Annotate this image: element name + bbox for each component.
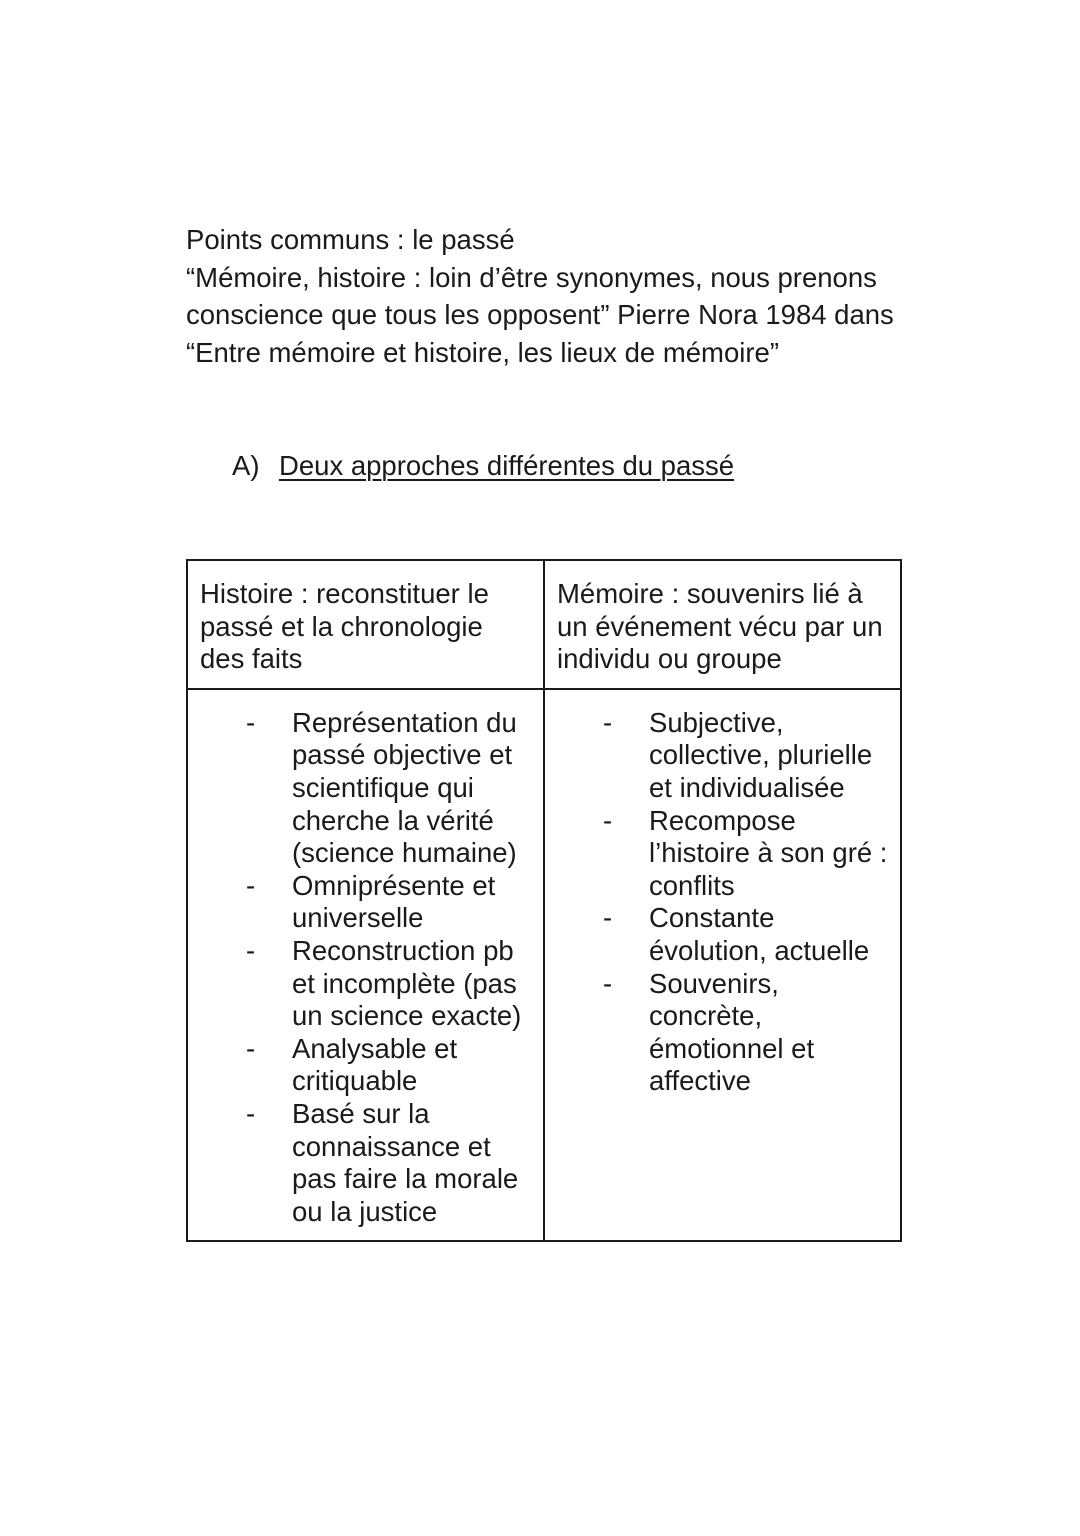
section-marker: A)	[232, 450, 260, 481]
list-item	[188, 935, 543, 1033]
memoire-cell	[544, 689, 901, 1242]
dash-bullet: -	[603, 706, 613, 738]
dash-bullet: -	[246, 1032, 256, 1064]
list-item	[188, 870, 543, 935]
list-item-text: Subjective, collective, plurielle et individualisée	[649, 706, 873, 803]
dash-bullet: -	[603, 967, 613, 999]
dash-bullet: -	[246, 934, 256, 966]
list-item-text: Analysable et critiquable	[292, 1032, 458, 1097]
dash-bullet: -	[603, 902, 613, 934]
common-points-line: Points communs : le passé	[186, 224, 515, 255]
histoire-list	[188, 707, 543, 1229]
memoire-list	[545, 707, 900, 1098]
section-title: Deux approches différentes du passé	[279, 450, 735, 481]
dash-bullet: -	[246, 869, 256, 901]
dash-bullet: -	[246, 706, 256, 738]
list-item	[545, 707, 900, 805]
histoire-cell	[187, 689, 544, 1242]
list-item-text: Représentation du passé objective et scientifique qui cherche la vérité (science humaine)	[292, 706, 517, 869]
list-item	[188, 707, 543, 870]
section-heading	[232, 447, 734, 484]
dash-bullet: -	[246, 1097, 256, 1129]
dash-bullet: -	[603, 804, 613, 836]
list-item-text: Reconstruction pb et incomplète (pas un science exacte)	[292, 934, 522, 1032]
list-item-text: Recompose l’histoire à son gré : conflits	[649, 804, 888, 901]
intro-paragraph	[186, 221, 926, 371]
list-item	[188, 1098, 543, 1228]
table-header-row	[187, 560, 901, 689]
comparison-table	[186, 559, 902, 1242]
list-item-text: Souvenirs, concrète, émotionnel et affective	[649, 967, 815, 1097]
histoire-header: Histoire : reconstituer le passé et la chronologie des faits	[187, 560, 544, 689]
list-item-text: Omniprésente et universelle	[292, 869, 496, 934]
list-item	[545, 968, 900, 1098]
list-item	[545, 805, 900, 903]
list-item	[188, 1033, 543, 1098]
list-item-text: Constante évolution, actuelle	[649, 902, 870, 966]
nora-quote: “Mémoire, histoire : loin d’être synonymes, nous prenons conscience que tous les opposent” Pierre Nora 1984 dans “Entre mémoire et histoire, les lieux de mémoire”	[186, 261, 894, 368]
list-item	[545, 902, 900, 967]
memoire-header: Mémoire : souvenirs lié à un événement vécu par un individu ou groupe	[544, 560, 901, 689]
table-body-row	[187, 689, 901, 1242]
list-item-text: Basé sur la connaissance et pas faire la morale ou la justice	[292, 1097, 519, 1227]
